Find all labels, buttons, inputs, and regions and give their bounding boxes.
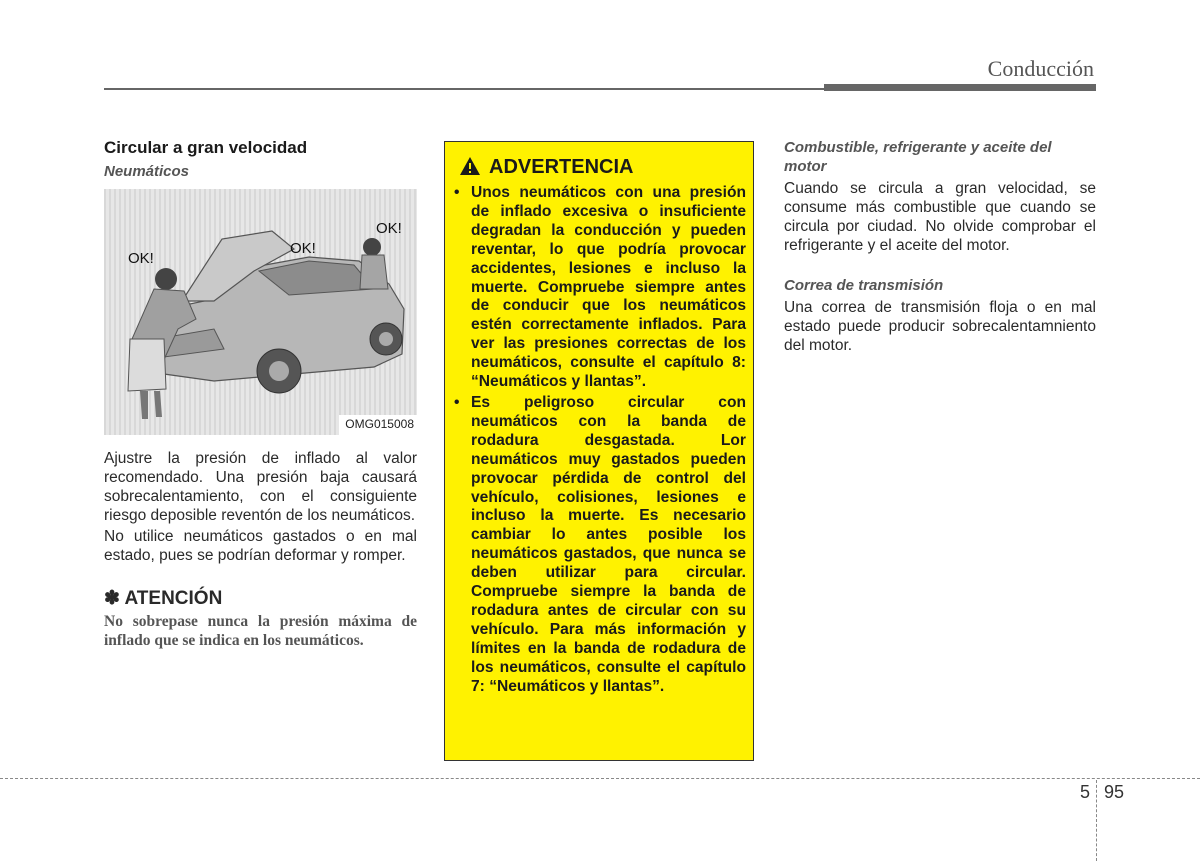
right-column bbox=[784, 138, 1096, 355]
footer-divider bbox=[0, 778, 1200, 779]
subheading-neumaticos: Neumáticos bbox=[104, 163, 190, 180]
section-heading: Circular a gran velocidad bbox=[104, 138, 308, 157]
callout-ok-2: OK! bbox=[290, 240, 316, 257]
warning-list bbox=[454, 184, 746, 698]
page-header-title: Conducción bbox=[987, 56, 1094, 81]
warning-item: • Unos neumáticos con una presión de inflado excesiva o insuficiente degradan la conducción y pueden reventar, lo que podría provocar accidentes, lesiones e incluso la muerte. Compruebe siempre antes de conducir que los neumáticos estén correctamente inflados. Para ver las presiones correctas de los neumáticos, consulte el capítulo 8: “Neumáticos y llantas”. bbox=[454, 184, 746, 392]
warning-item: • Es peligroso circular con neumáticos con la banda de rodadura desgastada. Lor neumáticos muy gastados pueden provocar pérdida de control del vehículo, colisiones, lesiones e incluso la muerte. Es necesario cambiar lo antes posible los neumáticos gastados, que nunca se deben utilizar para circular. Compruebe siempre la banda de rodadura antes de circular con su vehículo. Para más información y límites en la banda de rodadura de los neumáticos, consulte el capítulo 7: “Neumáticos y llantas”. bbox=[454, 394, 746, 697]
header-tab bbox=[824, 84, 1096, 91]
chapter-number: 5 bbox=[1080, 782, 1091, 802]
callout-ok-3: OK! bbox=[376, 220, 402, 237]
warning-box bbox=[444, 141, 754, 761]
left-column bbox=[104, 138, 417, 650]
callout-ok-1: OK! bbox=[128, 250, 154, 267]
footer-vertical-divider bbox=[1096, 780, 1097, 861]
paragraph-correa: Una correa de transmisión floja o en mal estado puede producir sobrecalentamniento del motor. bbox=[784, 299, 1096, 354]
paragraph-worn-tires: No utilice neumáticos gastados o en mal estado, pues se podrían deformar y romper. bbox=[104, 528, 417, 564]
warning-triangle-icon bbox=[459, 156, 481, 176]
paragraph-pressure: Ajustre la presión de inflado al valor recomendado. Una presión baja causará sobrecalentamiento, con el consiguiente riesgo deposible reventón de los neumáticos. bbox=[104, 450, 417, 524]
figure-car-illustration bbox=[104, 189, 417, 435]
warning-heading bbox=[459, 156, 633, 179]
notice-text: No sobrepase nunca la presión máxima de inflado que se indica en los neumáticos. bbox=[104, 613, 417, 649]
notice-title: ✽ ATENCIÓN bbox=[104, 588, 223, 609]
subheading-correa: Correa de transmisión bbox=[784, 277, 944, 294]
subheading-combustible: Combustible, refrigerante y aceite del motor bbox=[784, 139, 1052, 175]
paragraph-combustible: Cuando se circula a gran velocidad, se consume más combustible que cuando se circula por ciudad. No olvide comprobar el refrigerante y el aceite del motor. bbox=[784, 180, 1096, 254]
page-number: 95 bbox=[1104, 782, 1125, 802]
warning-title: ADVERTENCIA bbox=[489, 156, 634, 178]
figure-code: OMG015008 bbox=[339, 415, 417, 435]
